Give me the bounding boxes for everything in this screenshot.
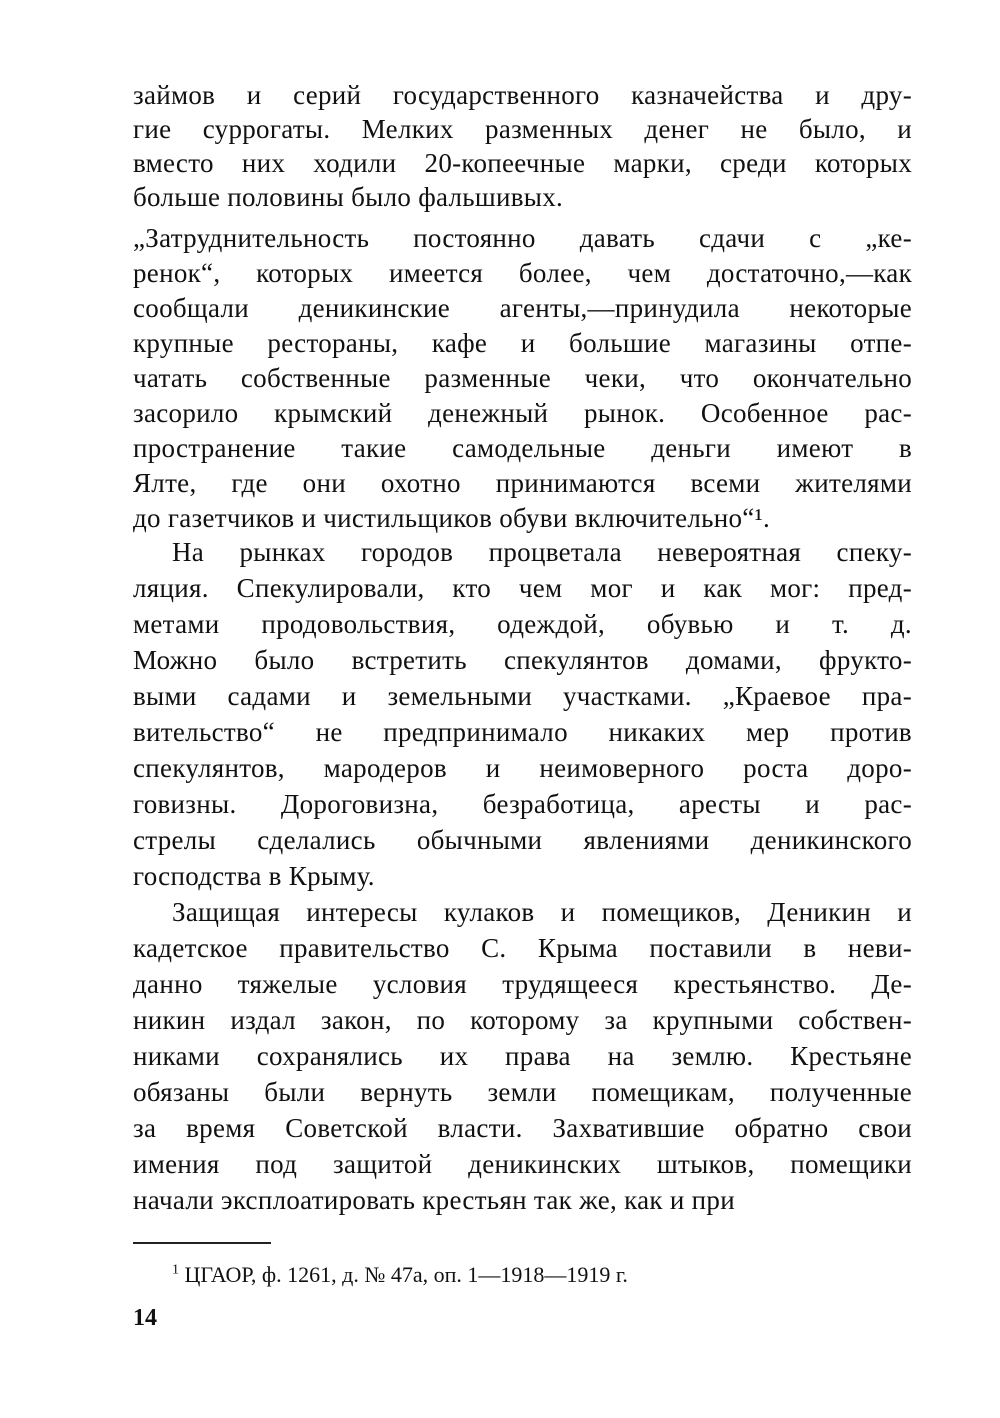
text-line: пространение такие самодельные деньги имеют в [133, 433, 912, 463]
text-line: вительство“ не предпринимало никаких мер против [133, 717, 912, 747]
text-line: за время Советской власти. Захватившие обратно свои [133, 1113, 912, 1143]
text-line: крупные рестораны, кафе и большие магазины отпе- [133, 328, 912, 358]
text-line: имения под защитой деникинских штыков, помещики [133, 1149, 912, 1179]
text-line: „Затруднительность постоянно давать сдачи с „ке- [133, 223, 912, 253]
text-line: Ялте, где они охотно принимаются всеми жителями [133, 468, 912, 498]
text-line: гие суррогаты. Мелких разменных денег не было, и [133, 114, 912, 144]
footnote-text: ЦГАОР, ф. 1261, д. № 47а, оп. 1—1918—1919 г. [184, 1262, 628, 1287]
text-line: обязаны были вернуть земли помещикам, полученные [133, 1077, 912, 1107]
text-line: начали эксплоатировать крестьян так же, как и при [133, 1185, 735, 1215]
text-line: вместо них ходили 20-копеечные марки, среди которых [133, 148, 912, 178]
footnote-mark: 1 [172, 1262, 179, 1278]
page-number: 14 [133, 1305, 157, 1331]
text-line: займов и серий государственного казначейства и дру- [133, 80, 912, 110]
text-line: данно тяжелые условия трудящееся крестьянство. Де- [133, 969, 912, 999]
text-line: На рынках городов процветала невероятная спеку- [172, 537, 912, 567]
text-line: сообщали деникинские агенты,—принудила некоторые [133, 293, 912, 323]
text-line: говизны. Дороговизна, безработица, аресты и рас- [133, 789, 912, 819]
text-line: спекулянтов, мародеров и неимоверного роста доро- [133, 753, 912, 783]
text-line: засорило крымский денежный рынок. Особенное рас- [133, 398, 912, 428]
text-line: Защищая интересы кулаков и помещиков, Деникин и [172, 897, 912, 927]
text-line: чатать собственные разменные чеки, что окончательно [133, 363, 912, 393]
text-line: кадетское правительство С. Крыма поставили в неви- [133, 933, 912, 963]
text-line: ренок“, которых имеется более, чем достаточно,—как [133, 258, 912, 288]
text-line: Можно было встретить спекулянтов домами, фрукто- [133, 645, 912, 675]
text-line: больше половины было фальшивых. [133, 182, 564, 212]
text-line: господства в Крыму. [133, 861, 375, 891]
text-line: никами сохранялись их права на землю. Крестьяне [133, 1041, 912, 1071]
footnote [172, 1262, 628, 1288]
text-line: выми садами и земельными участками. „Краевое пра- [133, 681, 912, 711]
text-line: стрелы сделались обычными явлениями деникинского [133, 825, 912, 855]
text-line: до газетчиков и чистильщиков обуви включительно“¹. [133, 503, 771, 533]
text-line: метами продовольствия, одеждой, обувью и т. д. [133, 609, 912, 639]
text-line: ляция. Спекулировали, кто чем мог и как мог: пред- [133, 573, 912, 603]
footnote-rule [133, 1242, 271, 1244]
text-line: никин издал закон, по которому за крупными собствен- [133, 1005, 912, 1035]
